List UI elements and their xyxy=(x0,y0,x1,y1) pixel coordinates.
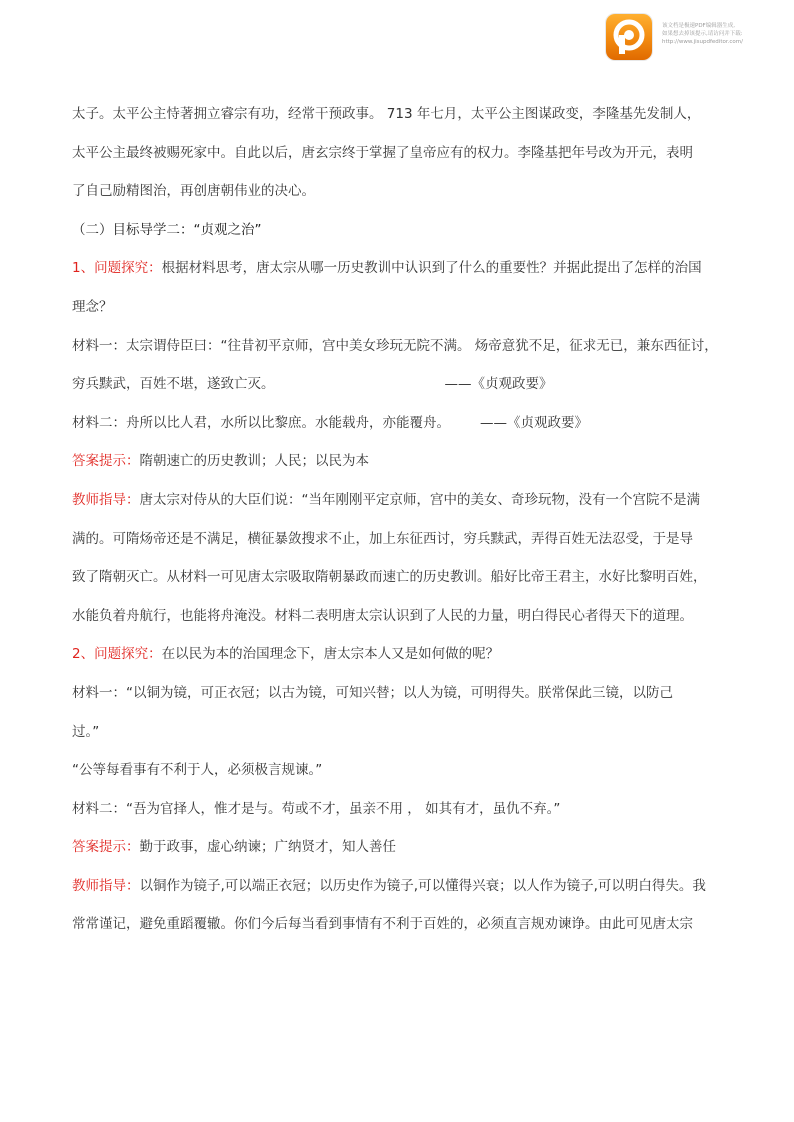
paragraph-text: 在以民为本的治国理念下，唐太宗本人又是如何做的呢？ xyxy=(161,646,500,663)
text-line xyxy=(72,331,732,370)
paragraph-text: 太平公主最终被赐死家中。自此以后，唐玄宗终于掌握了皇帝应有的权力。李隆基把年号改为开元，表明 xyxy=(72,144,693,161)
paragraph-text: 理念？ xyxy=(72,298,113,315)
text-line xyxy=(72,678,732,717)
pdf-editor-logo-icon xyxy=(606,14,652,60)
paragraph-text: 了自己励精图治，再创唐朝伟业的决心。 xyxy=(72,183,315,200)
paragraph-text: 常常谨记，避免重蹈覆辙。你们今后每当看到事情有不利于百姓的，必须直言规劝谏诤。由此可见唐太宗 xyxy=(72,916,693,933)
paragraph-text: ——《贞观政要》 xyxy=(444,376,553,393)
section-label: 2、问题探究： xyxy=(72,646,162,663)
paragraph-text: 水能负着舟航行，也能将舟淹没。材料二表明唐太宗认识到了人民的力量，明白得民心者得天下的道理。 xyxy=(72,607,693,624)
text-line xyxy=(72,524,732,563)
paragraph-text: ——《贞观政要》 xyxy=(480,414,588,431)
paragraph-text: 致了隋朝灭亡。从材料一可见唐太宗吸取隋朝暴政而速亡的历史教训。船好比帝王君主，水好比黎明百姓， xyxy=(72,569,707,586)
text-line xyxy=(72,215,732,254)
section-heading: （二）目标导学二：“贞观之治” xyxy=(72,221,262,238)
text-line xyxy=(72,253,732,292)
paragraph-text: 以铜作为镜子,可以端正衣冠；以历史作为镜子,可以懂得兴衰；以人作为镜子,可以明白得失。我 xyxy=(139,877,706,894)
section-label: 教师指导： xyxy=(72,877,140,894)
text-line xyxy=(72,176,732,215)
text-line xyxy=(72,755,732,794)
text-line xyxy=(72,717,732,756)
section-label: 教师指导： xyxy=(72,491,140,508)
text-line xyxy=(72,562,732,601)
paragraph-text: 勤于政事，虚心纳谏；广纳贤才，知人善任 xyxy=(139,839,396,856)
paragraph-text: 过。” xyxy=(72,723,100,740)
text-line xyxy=(72,871,732,910)
text-line xyxy=(72,794,732,833)
paragraph-text: 材料一：太宗谓侍臣曰：“往昔初平京师，宫中美女珍玩无院不满。 炀帝意犹不足，征求无已，兼东西征讨， xyxy=(72,337,718,354)
text-line xyxy=(72,446,732,485)
paragraph-text: “公等每看事有不利于人，必须极言规谏。” xyxy=(72,762,323,779)
text-line xyxy=(72,408,732,447)
text-line xyxy=(72,99,732,138)
text-line xyxy=(72,832,732,871)
text-line xyxy=(72,485,732,524)
paragraph-text: 材料二：“吾为官择人，惟才是与。苟或不才，虽亲不用 ， 如其有才，虽仇不弃。” xyxy=(72,800,561,817)
watermark-line: 如果想去掉该提示,请访问并下载: xyxy=(662,31,743,37)
paragraph-text: 隋朝速亡的历史教训；人民；以民为本 xyxy=(139,453,369,470)
paragraph-text: 太子。太平公主恃著拥立睿宗有功，经常干预政事。 713 年七月，太平公主图谋政变，李隆基先发制人， xyxy=(72,106,701,122)
watermark-line: 该文档是极速PDF编辑器生成, xyxy=(662,23,735,29)
text-line xyxy=(72,909,732,948)
paragraph-text: 根据材料思考，唐太宗从哪一历史教训中认识到了什么的重要性？并据此提出了怎样的治国 xyxy=(161,260,702,277)
text-line xyxy=(72,639,732,678)
paragraph-text: 满的。可隋炀帝还是不满足，横征暴敛搜求不止，加上东征西讨，穷兵黩武，弄得百姓无法忍受，于是导 xyxy=(72,530,693,547)
text-line xyxy=(72,292,732,331)
section-label: 答案提示： xyxy=(72,839,140,856)
section-label: 1、问题探究： xyxy=(72,260,162,277)
document-body xyxy=(72,99,732,948)
watermark-link[interactable]: http://www.jisupdfeditor.com/ xyxy=(662,39,743,45)
text-line xyxy=(72,369,732,408)
paragraph-text: 穷兵黩武，百姓不堪，遂致亡灭。 xyxy=(72,376,275,393)
paragraph-text: 唐太宗对侍从的大臣们说：“当年刚刚平定京师，宫中的美女、奇珍玩物，没有一个宫院不是满 xyxy=(139,491,700,508)
editor-watermark xyxy=(662,22,787,46)
paragraph-text: 材料二：舟所以比人君，水所以比黎庶。水能载舟，亦能覆舟。 xyxy=(72,414,450,431)
paragraph-text: 材料一：“以铜为镜，可正衣冠；以古为镜，可知兴替；以人为镜，可明得失。朕常保此三镜，以防己 xyxy=(72,684,673,701)
text-line xyxy=(72,601,732,640)
text-line xyxy=(72,138,732,177)
section-label: 答案提示： xyxy=(72,453,140,470)
